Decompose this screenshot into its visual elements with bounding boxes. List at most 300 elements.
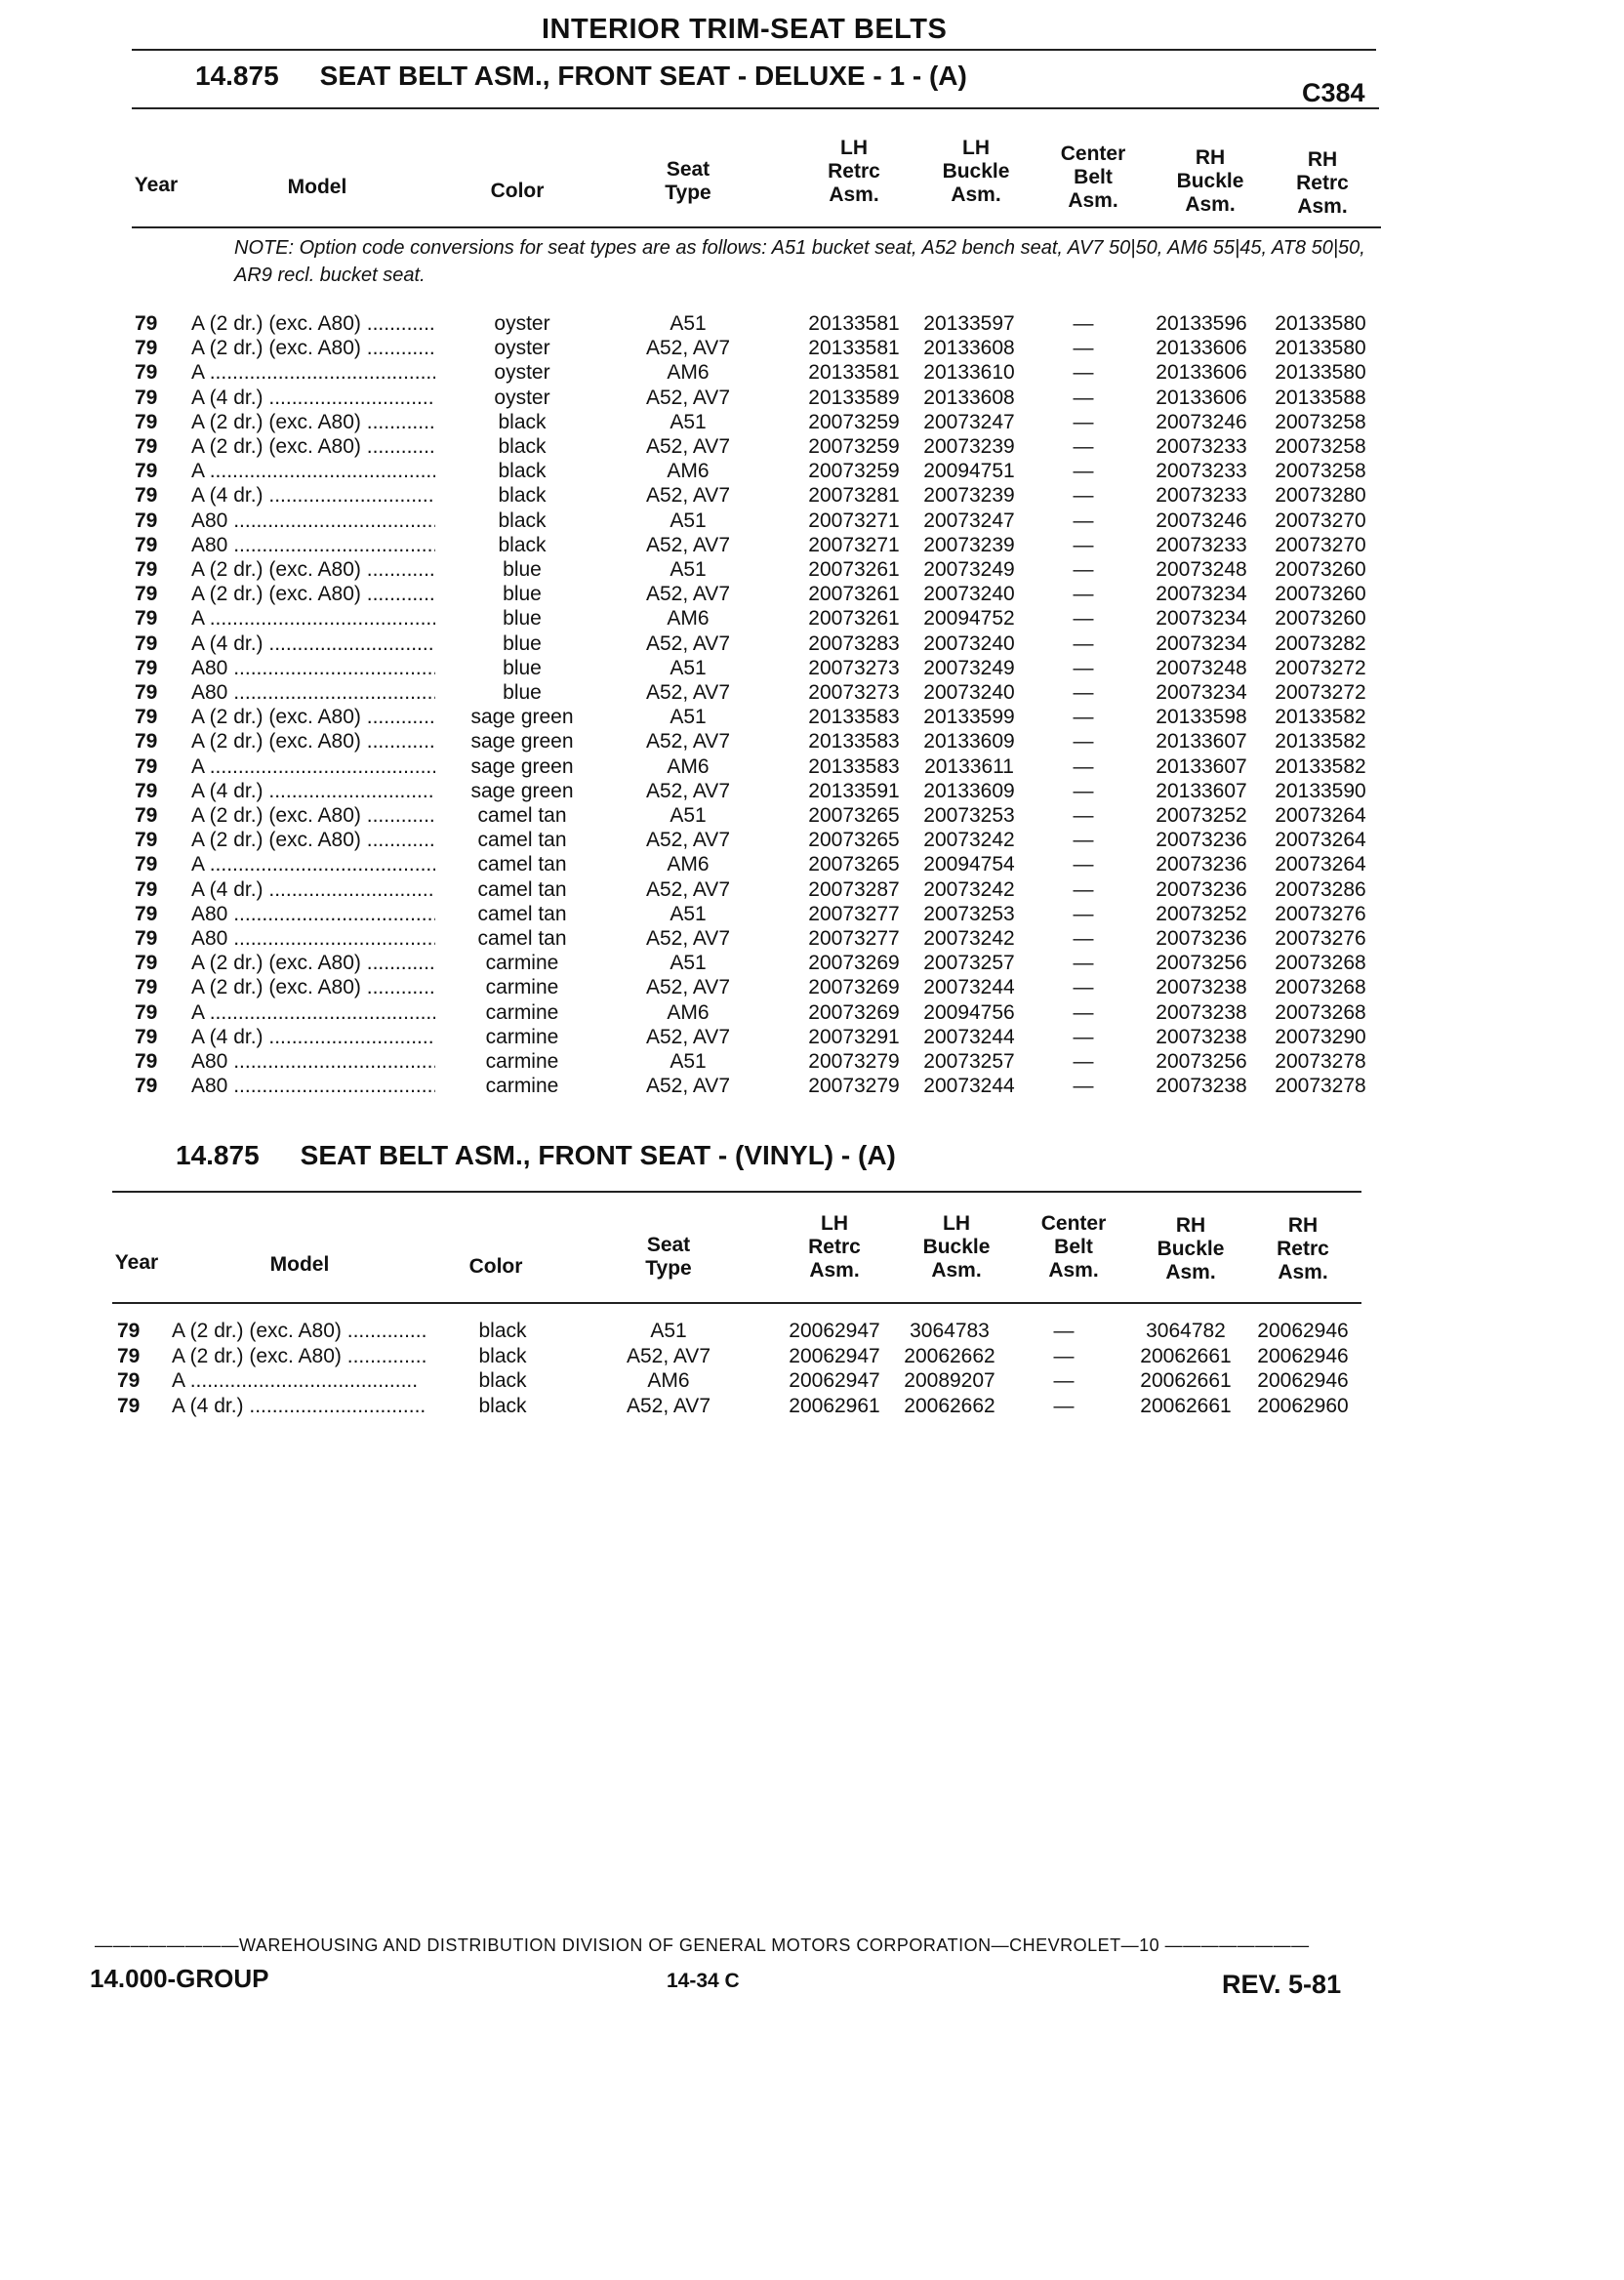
header2-seat-type: Seat Type <box>645 1234 692 1280</box>
color-cell: oyster <box>494 312 550 335</box>
rh-retrc-cell: 20073264 <box>1275 829 1366 852</box>
seat-type-cell: A52, AV7 <box>645 533 730 556</box>
year-cell: 79 <box>135 829 158 852</box>
lh-buckle-cell: 20073244 <box>923 1025 1015 1048</box>
year-cell: 79 <box>135 533 158 556</box>
seat-type-cell: A52, AV7 <box>645 631 730 655</box>
header2-color: Color <box>468 1255 523 1278</box>
rh-retrc-cell: 20073264 <box>1275 804 1366 827</box>
center-belt-cell: — <box>1073 754 1094 778</box>
section2-table <box>0 1320 1624 1437</box>
center-belt-cell: — <box>1053 1344 1075 1367</box>
lh-buckle-cell: 20073239 <box>923 435 1015 458</box>
center-belt-cell: — <box>1073 435 1094 458</box>
rh-buckle-cell: 20062661 <box>1140 1344 1232 1367</box>
rh-retrc-cell: 20073276 <box>1275 927 1366 950</box>
lh-retrc-cell: 20073259 <box>808 435 900 458</box>
seat-type-cell: A52, AV7 <box>645 927 730 950</box>
model-cell: A (4 dr.) ..... <box>191 780 435 803</box>
rh-buckle-cell: 20133607 <box>1156 779 1247 802</box>
model-cell: A ..... <box>191 460 435 483</box>
rh-retrc-cell: 20133582 <box>1275 730 1366 753</box>
lh-retrc-cell: 20133581 <box>808 361 900 385</box>
model-cell: A (2 dr.) (exc. A80) ..... <box>191 312 435 336</box>
lh-buckle-cell: 3064783 <box>910 1320 990 1342</box>
table-row <box>0 1395 1624 1419</box>
rh-retrc-cell: 20073282 <box>1275 631 1366 655</box>
color-cell: carmine <box>485 1025 559 1048</box>
rh-retrc-cell: 20073268 <box>1275 952 1366 975</box>
table-row <box>0 706 1624 730</box>
rh-retrc-cell: 20073258 <box>1275 435 1366 458</box>
model-cell: A ..... <box>191 361 435 385</box>
lh-buckle-cell: 20133610 <box>923 361 1015 385</box>
color-cell: blue <box>503 607 542 631</box>
model-cell: A ..... <box>191 853 435 876</box>
center-belt-cell: — <box>1073 631 1094 655</box>
lh-retrc-cell: 20133583 <box>808 730 900 753</box>
rh-retrc-cell: 20062946 <box>1257 1344 1349 1367</box>
rh-buckle-cell: 20133598 <box>1156 706 1247 729</box>
seat-type-cell: A52, AV7 <box>645 435 730 458</box>
lh-retrc-cell: 20133583 <box>808 754 900 778</box>
rh-buckle-cell: 20073236 <box>1156 927 1247 950</box>
lh-retrc-cell: 20062947 <box>789 1320 880 1342</box>
lh-buckle-cell: 20073244 <box>923 976 1015 999</box>
header2-lh-retrc: LH Retrc Asm. <box>808 1212 861 1282</box>
lh-retrc-cell: 20133591 <box>808 779 900 802</box>
header2-rh-buckle: RH Buckle Asm. <box>1157 1214 1225 1283</box>
color-cell: camel tan <box>477 902 567 925</box>
lh-buckle-cell: 20094754 <box>923 853 1015 876</box>
color-cell: carmine <box>485 1000 559 1024</box>
rh-retrc-cell: 20133580 <box>1275 312 1366 335</box>
lh-retrc-cell: 20073273 <box>808 681 900 704</box>
lh-retrc-cell: 20133583 <box>808 706 900 729</box>
rh-buckle-cell: 20133596 <box>1156 312 1247 335</box>
table-row <box>0 312 1624 337</box>
model-cell: A80 ..... <box>191 509 435 533</box>
lh-retrc-cell: 20062961 <box>789 1394 880 1417</box>
center-belt-cell: — <box>1073 1075 1094 1098</box>
rh-buckle-cell: 20073236 <box>1156 829 1247 852</box>
year-cell: 79 <box>135 706 158 729</box>
rh-buckle-cell: 3064782 <box>1146 1320 1226 1342</box>
year-cell: 79 <box>135 631 158 655</box>
footer-group: 14.000-GROUP <box>90 1964 269 1993</box>
year-cell: 79 <box>135 877 158 901</box>
rh-retrc-cell: 20073272 <box>1275 656 1366 679</box>
seat-type-cell: A51 <box>670 509 707 532</box>
lh-buckle-cell: 20073242 <box>923 829 1015 852</box>
header2-rh-retrc: RH Retrc Asm. <box>1277 1214 1329 1283</box>
rh-buckle-cell: 20062661 <box>1140 1394 1232 1417</box>
model-cell: A80 ..... <box>191 1050 435 1074</box>
model-cell: A (2 dr.) (exc. A80) ..... <box>191 706 435 729</box>
table-row <box>0 927 1624 952</box>
lh-buckle-cell: 20133599 <box>923 706 1015 729</box>
center-belt-cell: — <box>1073 902 1094 925</box>
seat-type-cell: A52, AV7 <box>645 779 730 802</box>
color-cell: black <box>498 410 547 433</box>
seat-type-cell: AM6 <box>647 1369 690 1392</box>
seat-type-cell: A52, AV7 <box>645 1075 730 1098</box>
rh-buckle-cell: 20073236 <box>1156 877 1247 901</box>
rh-retrc-cell: 20133582 <box>1275 706 1366 729</box>
year-cell: 79 <box>117 1394 141 1417</box>
table-row <box>0 730 1624 754</box>
lh-buckle-cell: 20073247 <box>923 410 1015 433</box>
seat-type-cell: A51 <box>670 1050 707 1073</box>
seat-type-cell: A52, AV7 <box>645 337 730 360</box>
table-row <box>0 681 1624 706</box>
table-row <box>0 337 1624 361</box>
lh-retrc-cell: 20073277 <box>808 902 900 925</box>
header-center-belt: Center Belt Asm. <box>1060 142 1126 212</box>
rh-buckle-cell: 20073233 <box>1156 460 1247 483</box>
rh-retrc-cell: 20133590 <box>1275 779 1366 802</box>
seat-type-cell: AM6 <box>667 853 710 876</box>
lh-buckle-cell: 20062662 <box>904 1344 995 1367</box>
year-cell: 79 <box>135 952 158 975</box>
header-lh-retrc: LH Retrc Asm. <box>828 137 880 206</box>
seat-type-cell: A52, AV7 <box>645 386 730 409</box>
rh-buckle-cell: 20073256 <box>1156 952 1247 975</box>
lh-buckle-cell: 20133609 <box>923 730 1015 753</box>
rh-retrc-cell: 20062946 <box>1257 1369 1349 1392</box>
year-cell: 79 <box>135 681 158 704</box>
lh-retrc-cell: 20062947 <box>789 1369 880 1392</box>
lh-retrc-cell: 20073265 <box>808 829 900 852</box>
model-cell: A (2 dr.) (exc. A80) ..... <box>191 583 435 606</box>
center-belt-cell: — <box>1073 583 1094 606</box>
rh-buckle-cell: 20073234 <box>1156 583 1247 606</box>
page-title: INTERIOR TRIM-SEAT BELTS <box>542 14 948 45</box>
header2-model: Model <box>269 1253 330 1276</box>
seat-type-cell: A51 <box>670 656 707 679</box>
lh-buckle-cell: 20073257 <box>923 1050 1015 1073</box>
rh-retrc-cell: 20073258 <box>1275 410 1366 433</box>
rh-retrc-cell: 20073278 <box>1275 1075 1366 1098</box>
center-belt-cell: — <box>1073 386 1094 409</box>
seat-type-cell: A51 <box>670 410 707 433</box>
year-cell: 79 <box>135 804 158 827</box>
seat-type-cell: A52, AV7 <box>645 730 730 753</box>
year-cell: 79 <box>135 337 158 360</box>
color-cell: black <box>498 460 547 483</box>
seat-type-cell: A52, AV7 <box>645 829 730 852</box>
lh-buckle-cell: 20073242 <box>923 927 1015 950</box>
color-cell: carmine <box>485 1050 559 1073</box>
seat-type-cell: A51 <box>670 952 707 975</box>
seat-type-cell: AM6 <box>667 1000 710 1024</box>
center-belt-cell: — <box>1073 509 1094 532</box>
table-row <box>0 780 1624 804</box>
rh-retrc-cell: 20073260 <box>1275 583 1366 606</box>
lh-buckle-cell: 20073239 <box>923 484 1015 508</box>
color-cell: blue <box>503 656 542 679</box>
color-cell: black <box>498 484 547 508</box>
lh-retrc-cell: 20073291 <box>808 1025 900 1048</box>
color-cell: blue <box>503 558 542 581</box>
header-year: Year <box>134 174 179 196</box>
lh-retrc-cell: 20073283 <box>808 631 900 655</box>
seat-type-cell: A52, AV7 <box>645 484 730 508</box>
color-cell: black <box>478 1320 527 1342</box>
rh-retrc-cell: 20133582 <box>1275 754 1366 778</box>
year-cell: 79 <box>117 1320 141 1342</box>
lh-retrc-cell: 20073279 <box>808 1075 900 1098</box>
year-cell: 79 <box>135 558 158 581</box>
lh-retrc-cell: 20073279 <box>808 1050 900 1073</box>
color-cell: black <box>498 533 547 556</box>
color-cell: black <box>478 1394 527 1417</box>
model-cell: A80 ..... <box>191 927 435 951</box>
rh-buckle-cell: 20073246 <box>1156 509 1247 532</box>
seat-type-cell: AM6 <box>667 607 710 631</box>
lh-retrc-cell: 20133589 <box>808 386 900 409</box>
color-cell: black <box>478 1344 527 1367</box>
model-cell: A (2 dr.) (exc. A80) ..... <box>172 1345 426 1368</box>
table-row <box>0 804 1624 829</box>
color-cell: sage green <box>470 754 574 778</box>
center-belt-cell: — <box>1073 730 1094 753</box>
seat-type-cell: A51 <box>670 706 707 729</box>
year-cell: 79 <box>135 1025 158 1048</box>
year-cell: 79 <box>135 754 158 778</box>
section1-table <box>0 312 1624 1113</box>
year-cell: 79 <box>135 779 158 802</box>
year-cell: 79 <box>117 1369 141 1392</box>
color-cell: oyster <box>494 361 550 385</box>
center-belt-cell: — <box>1073 1050 1094 1073</box>
year-cell: 79 <box>135 976 158 999</box>
section2-title <box>176 1140 896 1171</box>
rh-buckle-cell: 20133606 <box>1156 386 1247 409</box>
model-cell: A (4 dr.) ..... <box>172 1395 426 1418</box>
lh-buckle-cell: 20094751 <box>923 460 1015 483</box>
model-cell: A (2 dr.) (exc. A80) ..... <box>191 411 435 434</box>
model-cell: A (2 dr.) (exc. A80) ..... <box>191 829 435 852</box>
catalog-code: C384 <box>1302 78 1365 107</box>
year-cell: 79 <box>135 361 158 385</box>
lh-retrc-cell: 20073269 <box>808 976 900 999</box>
color-cell: oyster <box>494 386 550 409</box>
section2-rule-header <box>112 1302 1361 1304</box>
lh-buckle-cell: 20073240 <box>923 583 1015 606</box>
rh-retrc-cell: 20133580 <box>1275 361 1366 385</box>
table-row <box>0 1320 1624 1344</box>
center-belt-cell: — <box>1073 952 1094 975</box>
model-cell: A (4 dr.) ..... <box>191 632 435 656</box>
lh-retrc-cell: 20073261 <box>808 607 900 631</box>
model-cell: A ..... <box>172 1369 426 1393</box>
color-cell: camel tan <box>477 853 567 876</box>
color-cell: blue <box>503 583 542 606</box>
rh-retrc-cell: 20073272 <box>1275 681 1366 704</box>
rh-retrc-cell: 20073278 <box>1275 1050 1366 1073</box>
table-row <box>0 1001 1624 1026</box>
rh-buckle-cell: 20073234 <box>1156 681 1247 704</box>
table-row <box>0 509 1624 534</box>
table-row <box>0 829 1624 853</box>
model-cell: A (2 dr.) (exc. A80) ..... <box>172 1320 426 1343</box>
center-belt-cell: — <box>1073 976 1094 999</box>
lh-retrc-cell: 20073265 <box>808 853 900 876</box>
table-row <box>0 976 1624 1000</box>
table-row <box>0 755 1624 780</box>
lh-retrc-cell: 20073269 <box>808 1000 900 1024</box>
center-belt-cell: — <box>1073 1025 1094 1048</box>
lh-retrc-cell: 20073287 <box>808 877 900 901</box>
lh-retrc-cell: 20073273 <box>808 656 900 679</box>
lh-buckle-cell: 20073247 <box>923 509 1015 532</box>
year-cell: 79 <box>135 509 158 532</box>
lh-retrc-cell: 20073259 <box>808 460 900 483</box>
center-belt-cell: — <box>1073 877 1094 901</box>
year-cell: 79 <box>135 730 158 753</box>
table-row <box>0 903 1624 927</box>
center-belt-cell: — <box>1073 681 1094 704</box>
model-cell: A (2 dr.) (exc. A80) ..... <box>191 337 435 360</box>
table-row <box>0 484 1624 509</box>
footer-page-number: 14-34 C <box>667 1970 740 1992</box>
table-row <box>0 1050 1624 1075</box>
rh-retrc-cell: 20062960 <box>1257 1394 1349 1417</box>
rh-buckle-cell: 20062661 <box>1140 1369 1232 1392</box>
year-cell: 79 <box>135 435 158 458</box>
lh-retrc-cell: 20133581 <box>808 312 900 335</box>
lh-retrc-cell: 20073259 <box>808 410 900 433</box>
lh-buckle-cell: 20133611 <box>924 754 1014 778</box>
model-cell: A (2 dr.) (exc. A80) ..... <box>191 952 435 975</box>
rh-buckle-cell: 20133607 <box>1156 754 1247 778</box>
model-cell: A (2 dr.) (exc. A80) ..... <box>191 730 435 753</box>
color-cell: carmine <box>485 976 559 999</box>
rh-retrc-cell: 20073270 <box>1275 509 1366 532</box>
model-cell: A80 ..... <box>191 1075 435 1098</box>
footer-revision: REV. 5-81 <box>1222 1970 1342 1999</box>
center-belt-cell: — <box>1073 853 1094 876</box>
lh-buckle-cell: 20089207 <box>904 1369 995 1392</box>
model-cell: A80 ..... <box>191 681 435 705</box>
seat-type-cell: A52, AV7 <box>626 1394 710 1417</box>
year-cell: 79 <box>135 853 158 876</box>
lh-buckle-cell: 20133597 <box>923 312 1015 335</box>
rh-retrc-cell: 20073290 <box>1275 1025 1366 1048</box>
lh-buckle-cell: 20073242 <box>923 877 1015 901</box>
lh-buckle-cell: 20073244 <box>923 1075 1015 1098</box>
center-belt-cell: — <box>1073 656 1094 679</box>
color-cell: camel tan <box>477 829 567 852</box>
rh-buckle-cell: 20073248 <box>1156 558 1247 581</box>
header-seat-type: Seat Type <box>665 158 711 204</box>
rh-retrc-cell: 20073270 <box>1275 533 1366 556</box>
header-rh-retrc: RH Retrc Asm. <box>1296 148 1349 218</box>
lh-retrc-cell: 20073271 <box>808 509 900 532</box>
model-cell: A80 ..... <box>191 657 435 680</box>
seat-type-cell: A51 <box>670 804 707 827</box>
model-cell: A (2 dr.) (exc. A80) ..... <box>191 558 435 582</box>
seat-type-cell: A52, AV7 <box>626 1344 710 1367</box>
seat-type-cell: A52, AV7 <box>645 877 730 901</box>
table-row <box>0 387 1624 411</box>
table-row <box>0 361 1624 386</box>
lh-retrc-cell: 20073265 <box>808 804 900 827</box>
footer-division-line: ————————WAREHOUSING AND DISTRIBUTION DIVISION OF GENERAL MOTORS CORPORATION—CHEVROLET—10 ———————— <box>95 1935 1310 1955</box>
lh-buckle-cell: 20073253 <box>923 902 1015 925</box>
rh-buckle-cell: 20073238 <box>1156 976 1247 999</box>
lh-retrc-cell: 20073261 <box>808 558 900 581</box>
rh-retrc-cell: 20073276 <box>1275 902 1366 925</box>
header2-center-belt: Center Belt Asm. <box>1040 1212 1107 1282</box>
section1-rule-top <box>132 107 1379 109</box>
color-cell: camel tan <box>477 927 567 950</box>
table-row <box>0 558 1624 583</box>
year-cell: 79 <box>135 1000 158 1024</box>
center-belt-cell: — <box>1073 607 1094 631</box>
center-belt-cell: — <box>1073 337 1094 360</box>
year-cell: 79 <box>135 386 158 409</box>
seat-type-cell: A51 <box>650 1320 687 1342</box>
rh-buckle-cell: 20073234 <box>1156 631 1247 655</box>
rh-retrc-cell: 20073258 <box>1275 460 1366 483</box>
year-cell: 79 <box>135 410 158 433</box>
rh-buckle-cell: 20073233 <box>1156 484 1247 508</box>
rh-buckle-cell: 20073238 <box>1156 1000 1247 1024</box>
rh-buckle-cell: 20073256 <box>1156 1050 1247 1073</box>
rh-buckle-cell: 20073233 <box>1156 435 1247 458</box>
lh-buckle-cell: 20133608 <box>923 386 1015 409</box>
color-cell: carmine <box>485 952 559 975</box>
center-belt-cell: — <box>1073 829 1094 852</box>
center-belt-cell: — <box>1073 410 1094 433</box>
table-row <box>0 1369 1624 1394</box>
seat-type-cell: A52, AV7 <box>645 1025 730 1048</box>
section1-rule-header <box>132 226 1381 228</box>
lh-buckle-cell: 20073240 <box>923 681 1015 704</box>
color-cell: camel tan <box>477 877 567 901</box>
center-belt-cell: — <box>1073 927 1094 950</box>
lh-retrc-cell: 20073277 <box>808 927 900 950</box>
rh-buckle-cell: 20133606 <box>1156 337 1247 360</box>
model-cell: A (2 dr.) (exc. A80) ..... <box>191 804 435 828</box>
rh-retrc-cell: 20133588 <box>1275 386 1366 409</box>
seat-type-cell: AM6 <box>667 754 710 778</box>
center-belt-cell: — <box>1053 1394 1075 1417</box>
header-rh-buckle: RH Buckle Asm. <box>1176 146 1244 216</box>
table-row <box>0 534 1624 558</box>
color-cell: carmine <box>485 1075 559 1098</box>
table-row <box>0 435 1624 460</box>
model-cell: A (2 dr.) (exc. A80) ..... <box>191 976 435 999</box>
year-cell: 79 <box>135 484 158 508</box>
rh-buckle-cell: 20073238 <box>1156 1025 1247 1048</box>
table-row <box>0 952 1624 976</box>
color-cell: blue <box>503 631 542 655</box>
year-cell: 79 <box>135 583 158 606</box>
center-belt-cell: — <box>1073 460 1094 483</box>
lh-buckle-cell: 20133609 <box>923 779 1015 802</box>
rh-retrc-cell: 20073268 <box>1275 1000 1366 1024</box>
rh-retrc-cell: 20073260 <box>1275 558 1366 581</box>
lh-buckle-cell: 20094752 <box>923 607 1015 631</box>
lh-retrc-cell: 20073261 <box>808 583 900 606</box>
center-belt-cell: — <box>1073 361 1094 385</box>
lh-retrc-cell: 20133581 <box>808 337 900 360</box>
model-cell: A (4 dr.) ..... <box>191 387 435 410</box>
table-row <box>0 878 1624 903</box>
